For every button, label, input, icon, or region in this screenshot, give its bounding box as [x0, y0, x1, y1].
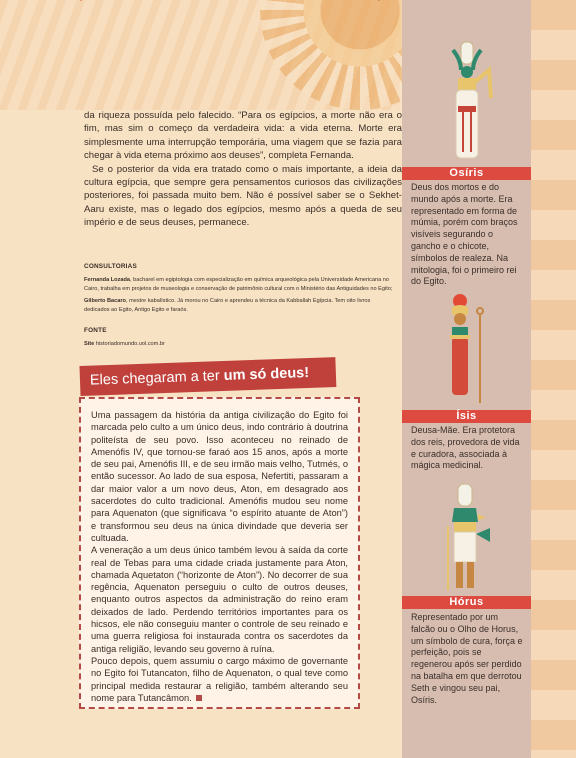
article-paragraph: da riqueza possuída pelo falecido. “Para os egípcios, a morte não era o fim, mas sim o começo da verdadeira vida: a vida eterna. Morte era simplesmente uma interrupção temporária, uma viagem que se fazia para chegar à vida eterna próximo aos deuses”, completa Fernanda.: [84, 110, 402, 162]
deity-label-horus: Hórus: [402, 596, 531, 609]
horus-illustration: [440, 482, 500, 594]
source-entry: Site historiadomundo.uol.com.br: [84, 341, 165, 348]
credits-section: [84, 263, 394, 353]
box-title-banner: [79, 357, 336, 396]
deities-sidebar: [402, 0, 531, 758]
consultancies-heading: CONSULTORIAS: [84, 263, 137, 270]
decorative-right-strip: [531, 0, 576, 758]
banner-emphasis: um só deus!: [223, 365, 310, 384]
sidebar-box-one-god: [79, 397, 360, 709]
article-body: [84, 109, 402, 230]
deity-desc-horus: Representado por um falcão ou o Olho de Horus, um símbolo de cura, força e perfeição, pois se regenerou após ser perdido na batalha em que derrotou Seth e vingou seu pai, Osíris.: [411, 612, 523, 705]
source-heading: FONTE: [84, 327, 107, 335]
deity-desc-isis: Deusa-Mãe. Era protetora dos reis, provedora de vida e curadora, associada à mágica medicinal.: [411, 425, 520, 471]
article-paragraph: Se o posterior da vida era tratado como o mais importante, a ideia da cultura egípcia, que sempre gera pensamentos curiosos das civilizações posteriores, foi passada muito bem. Não é possível saber se o Sekhet-Aaru existe, mas o legado dos egípcios, mesmo após a queda de seu império e de seus deuses, permanece.: [84, 163, 402, 229]
box-text: Uma passagem da história da antiga civilização do Egito foi marcada pelo culto a um único deus, indo contrário à doutrina politeísta de seu povo. Isso aconteceu no reinado de Amenófis IV, que tornou-se faraó aos 15 anos, após a morte de seu pai, Amenófis III, e de seu irmão mais velho, Tutmés, o então sucessor. Ao lado de sua esposa, Nefertiti, passaram a dar maior valor a um novo deus, Aton, em desagrado aos sacerdotes do culto tradicional. Amenófis mudou seu nome para Aquenaton (que significava “o espírito atuante de Aton”) e transformou seu deus na única divindade que deveria ser cultuada. A veneração a um deus único também levou à saída da corte real de Tebas para uma cidade criada justamente para Aton, chamada Aquetaton (“horizonte de Aton”). No decorrer de sua regência, Aquenaton perseguiu o culto de outros deuses, enquanto outros aspectos da administração do reino eram deixados de lado. Perdendo territórios importantes para os hicsos, ele não conseguiu manter o controle de seu reinado e uma guerra religiosa foi instaurada contra os sacerdotes da antiga religião, levando seu governo à ruína. Pouco depois, quem assumiu o cargo máximo de governante no Egito foi Tutancaton, filho de Aquenaton, o qual teve como principal medida restaurar a religião, também alterando seu nome para Tutancâmon.: [91, 410, 348, 703]
consultant-entry: Gilberto Bacaro, mestre kabalístico. Já morou no Cairo e aprendeu a técnica da Kabballah Egípcia. Tem oito livros dedicados ao Egito, Antigo Egito e faraós.: [84, 298, 371, 313]
deity-label-osiris: Osíris: [402, 167, 531, 180]
isis-illustration: [442, 293, 492, 405]
deity-label-isis: Ísis: [402, 410, 531, 423]
deity-desc-osiris: Deus dos mortos e do mundo após a morte. Era representado em forma de múmia, porém com braços visíveis segurando o gancho e o chicote, símbolos de realeza. Na mitologia, foi o primeiro rei do Egito.: [411, 182, 518, 287]
osiris-illustration: [439, 40, 499, 162]
consultant-entry: Fernanda Lozada, bacharel em egiptologia com especialização em química arqueológica pela Universidade Americana no Cairo, trabalha em projetos de museologia e conservação de patrimônio cultural com o Ministério das Antiguidades no Egito;: [84, 277, 393, 292]
end-mark-icon: [196, 695, 202, 701]
banner-prefix: Eles chegaram a ter: [89, 367, 224, 389]
